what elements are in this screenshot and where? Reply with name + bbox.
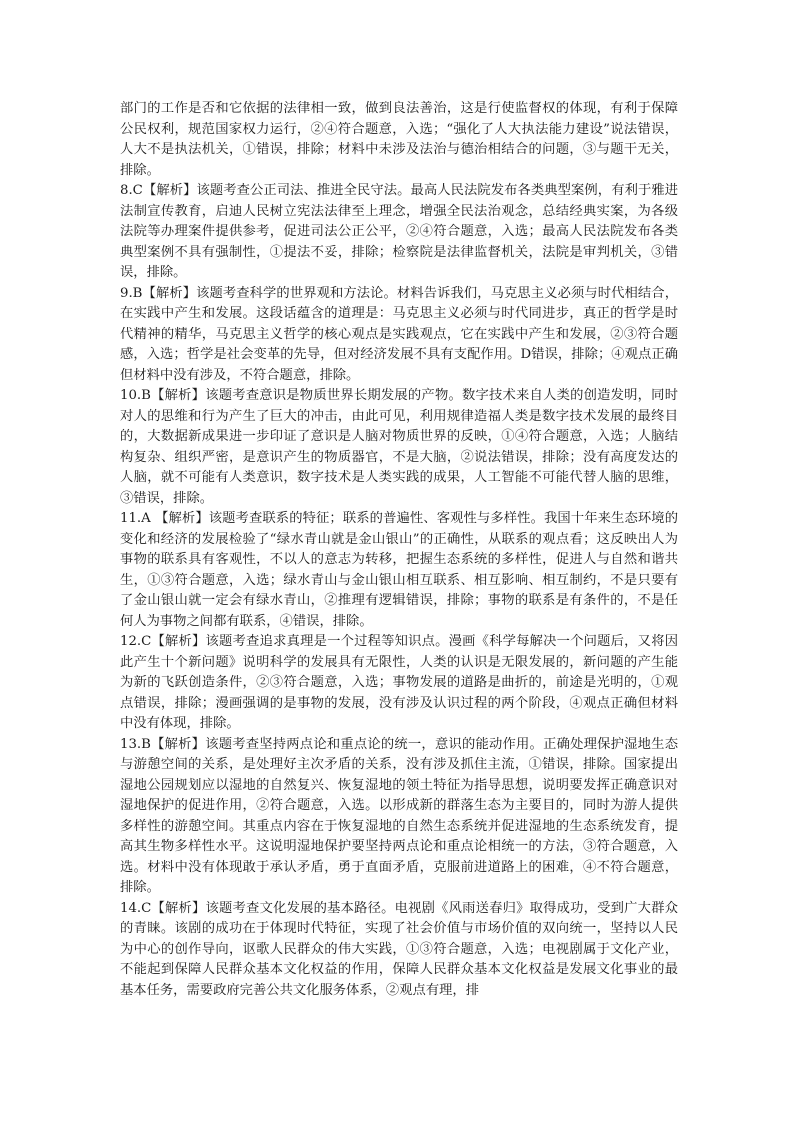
answer-11: 11.A 【解析】该题考查联系的特征；联系的普遍性、客观性与多样性。我国十年来生态环境的变化和经济的发展检验了“绿水青山就是金山银山”的正确性，从联系的观点看；这反映出人为事物的联系具有客观性，不以人的意志为转移，把握生态系统的多样性，促进人与自然和谐共生，①③符合题意，入选；绿水青山与金山银山相互联系、相互影响、相互制约，不是只要有了金山银山就一定会有绿水青山，②推理有逻辑错误，排除；事物的联系是有条件的，不是任何人为事物之间都有联系，④错误，排除。 (120, 511, 678, 629)
document-page (120, 99, 678, 1001)
answer-13: 13.B【解析】该题考查坚持两点论和重点论的统一，意识的能动作用。正确处理保护湿地生态与游憩空间的关系，是处理好主次矛盾的关系，没有涉及抓住主流，①错误，排除。国家提出湿地公园规划应以湿地的自然复兴、恢复湿地的领土特征为指导思想，说明要发挥正确意识对湿地保护的促进作用，②符合题意，入选。以形成新的群落生态为主要目的，同时为游人提供多样性的游憩空间。其重点内容在于恢复湿地的自然生态系统并促进湿地的生态系统发育，提高其生物多样性水平。这说明湿地保护要坚持两点论和重点论相统一的方法，③符合题意，入选。材料中没有体现敢于承认矛盾，勇于直面矛盾，克服前进道路上的困难，④不符合题意，排除。 (120, 736, 678, 895)
answer-10: 10.B【解析】该题考查意识是物质世界长期发展的产物。数字技术来自人类的创造发明，同时对人的思维和行为产生了巨大的冲击，由此可见，利用规律造福人类是数字技术发展的最终目的，大数据新成果进一步印证了意识是人脑对物质世界的反映，①④符合题意，入选；人脑结构复杂、组织严密，是意识产生的物质器官，不是大脑，②说法错误，排除；没有高度发达的人脑，就不可能有人类意识，数字技术是人类实践的成果，人工智能不可能代替人脑的思维，③错误，排除。 (120, 388, 678, 506)
paragraph-continuation: 部门的工作是否和它依据的法律相一致，做到良法善治，这是行使监督权的体现，有利于保障公民权利，规范国家权力运行，②④符合题意，入选；“强化了人大执法能力建设”说法错误，人大不是执法机关，①错误，排除；材料中未涉及法治与德治相结合的问题，③与题干无关，排除。 (120, 101, 678, 178)
answer-8: 8.C【解析】该题考查公正司法、推进全民守法。最高人民法院发布各类典型案例，有利于雅进法制宣传教育，启迪人民树立宪法法律至上理念，增强全民法治观念，总结经典实案，为各级法院等办理案件提供参考，促进司法公正公平，②④符合题意，入选；最高人民法院发布各类典型案例不具有强制性，①提法不妥，排除；检察院是法律监督机关，法院是审判机关，③错误，排除。 (120, 183, 678, 280)
answer-14: 14.C【解析】该题考查文化发展的基本路径。电视剧《风雨送春归》取得成功，受到广大群众的青睐。该剧的成功在于体现时代特征，实现了社会价值与市场价值的双向统一，坚持以人民为中心的创作导向，讴歌人民群众的伟大实践，①③符合题意，入选；电视剧属于文化产业，不能起到保障人民群众基本文化权益的作用，保障人民群众基本文化权益是发展文化事业的最基本任务，需要政府完善公共文化服务体系，②观点有理，排 (120, 900, 678, 998)
answer-9: 9.B【解析】该题考查科学的世界观和方法论。材料告诉我们，马克思主义必须与时代相结合，在实践中产生和发展。这段话蕴含的道理是：马克思主义必须与时代同进步，真正的哲学是时代精神的精华，马克思主义哲学的核心观点是实践观点，它在实践中产生和发展，②③符合题感，入选；哲学是社会变革的先导，但对经济发展不具有支配作用。D错误，排除；④观点正确但材料中没有涉及，不符合题意，排除。 (120, 285, 678, 383)
answer-12: 12.C【解析】该题考查追求真理是一个过程等知识点。漫画《科学每解决一个问题后，又将因此产生十个新问题》说明科学的发展具有无限性，人类的认识是无限发展的，新问题的产生能为新的飞跃创造条件，②③符合题意，入选；事物发展的道路是曲折的，前途是光明的，①观点错误，排除；漫画强调的是事物的发展，没有涉及认识过程的两个阶段，④观点正确但材料中没有体现，排除。 (120, 634, 678, 731)
